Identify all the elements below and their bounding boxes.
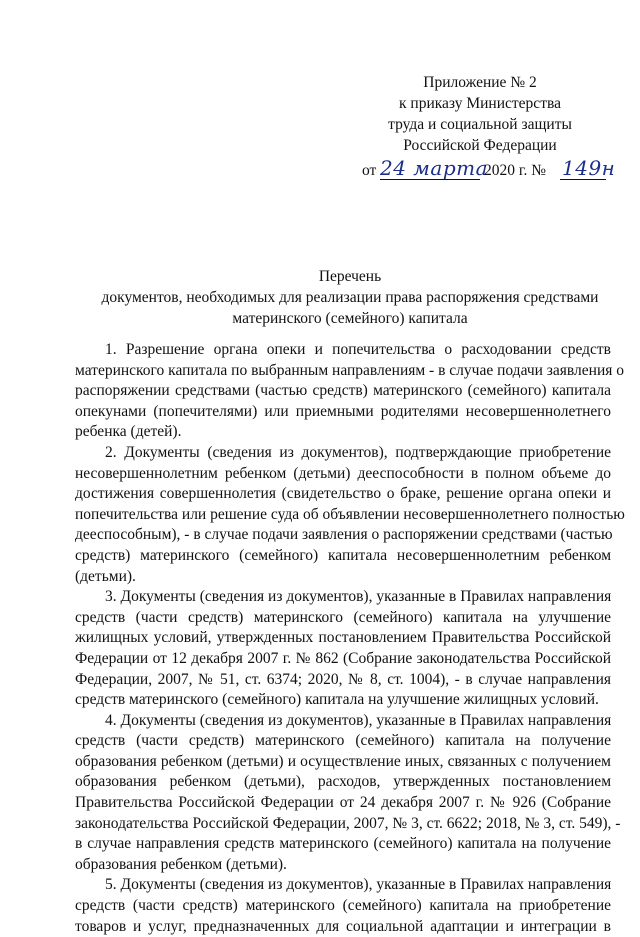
paragraph-line: товаров и услуг, предназначенных для социальной адаптации и интеграции в <box>75 917 611 935</box>
paragraph-line: опекунами (попечителями) или приемными родителями несовершеннолетнего <box>75 402 611 420</box>
document-title <box>60 266 640 329</box>
appendix-line: к приказу Министерства <box>399 95 561 112</box>
order-prefix: от <box>362 162 377 179</box>
paragraph-line: образования ребенком (детьми) и осуществление иных, связанных с получением <box>75 752 611 770</box>
paragraph-line: дееспособным), - в случае подачи заявления о распоряжении средствами (частью <box>75 526 613 544</box>
paragraph-line: средств (части средств) материнского (семейного) капитала на получение <box>75 732 611 750</box>
appendix-line: Приложение № 2 <box>423 74 537 91</box>
paragraph-line: 1. Разрешение органа опеки и попечительства о расходовании средств <box>105 341 611 358</box>
date-underline <box>380 179 480 180</box>
document-body <box>75 340 625 937</box>
paragraph-line: образования ребенком (детьми). <box>75 855 287 873</box>
paragraph-line: материнского капитала по выбранным направлениям - в случае подачи заявления о <box>75 361 624 379</box>
paragraph-line: в случае направления средств материнского (семейного) капитала на получение <box>75 835 611 853</box>
paragraph-line: попечительства или решение суда об объявлении несовершеннолетнего полностью <box>75 505 625 523</box>
paragraph-line: 2. Документы (сведения из документов), подтверждающие приобретение <box>105 443 611 461</box>
handwritten-order-number: 149н <box>562 156 616 180</box>
paragraph-line: средств) материнского (семейного) капитала несовершеннолетним ребенком <box>75 546 611 564</box>
paragraph-line: достижения совершеннолетия (свидетельство о браке, решение органа опеки и <box>75 485 611 503</box>
paragraph-item <box>75 340 624 443</box>
title-subtitle-line: материнского (семейного) капитала <box>232 310 468 327</box>
paragraph-line: 3. Документы (сведения из документов), указанные в Правилах направления <box>105 588 612 606</box>
handwritten-order-date: 24 марта <box>380 156 489 180</box>
paragraph-line: жилищных условий, утвержденных постановлением Правительства Российской <box>75 629 611 647</box>
paragraph-line: Правительства Российской Федерации от 24 декабря 2007 г. № 926 (Собрание <box>75 794 611 812</box>
appendix-header <box>360 72 600 156</box>
paragraph-line: Федерации, 2007, № 51, ст. 6374; 2020, № 8, ст. 1004), - в случае направления <box>75 670 611 688</box>
title-heading: Перечень <box>318 268 382 285</box>
paragraph-line: средств материнского (семейного) капитала на улучшение жилищных условий. <box>75 691 599 709</box>
paragraph-line: ребенка (детей). <box>75 423 182 441</box>
paragraph-line: 5. Документы (сведения из документов), указанные в Правилах направления <box>105 876 612 894</box>
appendix-line: Российской Федерации <box>403 137 557 154</box>
paragraph-item <box>75 875 611 937</box>
paragraph-line: 4. Документы (сведения из документов), указанные в Правилах направления <box>105 711 612 729</box>
paragraph-line: законодательства Российской Федерации, 2007, № 3, ст. 6622; 2018, № 3, ст. 549), - <box>75 814 621 832</box>
order-date-line <box>362 152 616 192</box>
paragraph-line: (детьми). <box>75 567 136 585</box>
paragraph-item <box>75 587 611 711</box>
paragraph-line: распоряжении средствами (частью средств) материнского (семейного) капитала <box>75 382 611 400</box>
paragraph-item <box>75 711 621 876</box>
paragraph-line: образования ребенком (детьми), расходов, утвержденных постановлением <box>75 773 611 791</box>
paragraph-line: средств (части средств) материнского (семейного) капитала на приобретение <box>75 897 611 915</box>
paragraph-line: Федерации от 12 декабря 2007 г. № 862 (Собрание законодательства Российской <box>75 649 611 667</box>
paragraph-line: несовершеннолетним ребенком (детьми) дееспособности в полном объеме до <box>75 464 611 482</box>
order-year: 2020 г. № <box>484 162 547 179</box>
paragraph-line: средств (части средств) материнского (семейного) капитала на улучшение <box>75 608 611 626</box>
appendix-line: труда и социальной защиты <box>388 116 572 133</box>
paragraph-item <box>75 443 625 587</box>
number-underline <box>560 179 606 180</box>
title-subtitle-line: документов, необходимых для реализации права распоряжения средствами <box>101 289 599 306</box>
